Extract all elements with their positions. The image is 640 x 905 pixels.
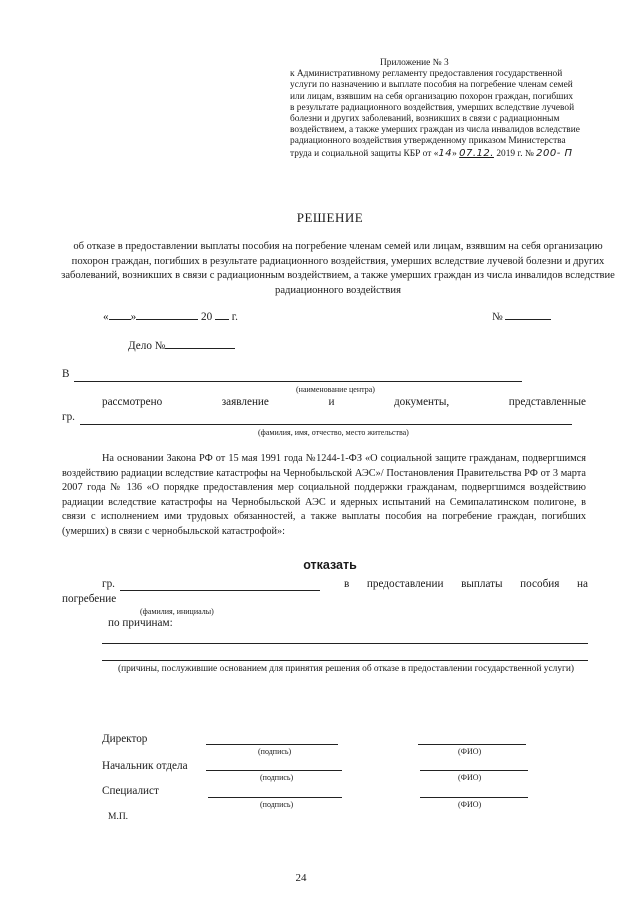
appendix-line: болезни и других заболеваний, возникших в связи с радиационным: [290, 114, 560, 125]
fio-line: [420, 770, 528, 771]
signature-caption: (подпись): [260, 800, 294, 809]
fio-caption: (ФИО): [458, 800, 482, 809]
order-month: 07.12.: [459, 147, 494, 159]
decision-number: №: [492, 311, 551, 323]
document-subtitle: об отказе в предоставлении выплаты пособия на погребение членам семей или лицам, взявшим на себя организацию похорон граждан, погибших в результате радиационного воздействия, умерших вследствие лучевой болезни и других заболеваний, возникших в связи с радиационным воздействием, а также умерших граждан из числа инвалидов вследствие радиационного воздействия: [61, 241, 615, 296]
order-number: 200- П: [536, 147, 573, 159]
refuse-citizen-prefix: гр.: [102, 578, 115, 590]
appendix-quote-close: »: [452, 148, 457, 159]
citizen-prefix: гр.: [62, 411, 75, 423]
appendix-line: воздействием, а также умерших граждан из числа инвалидов вследствие: [290, 125, 580, 136]
fio-line: [418, 744, 526, 745]
reasons-caption: (причины, послужившие основанием для принятия решения об отказе в предоставлении государственной услуги): [117, 664, 575, 674]
appendix-line: радиационного воздействия утвержденному приказом Министерства: [290, 136, 566, 147]
fio-line: [420, 797, 528, 798]
stamp-place: М.П.: [108, 812, 129, 822]
appendix-line: к Административному регламенту предоставления государственной: [290, 69, 563, 80]
role-director: Директор: [102, 733, 148, 745]
citizen-line: [80, 424, 572, 425]
refuse-name-line: [120, 590, 320, 591]
basis-paragraph: На основании Закона РФ от 15 мая 1991 года №1244-1-ФЗ «О социальной защите гражданам, подвергшимся воздействию радиации вследствие катастрофы на Чернобыльской АЭС»/ Постановления Правительства РФ от 3 марта 2007 года № 136 «О порядке предоставления мер социальной поддержки гражданам, подвергшимся воздействию радиации вследствие катастрофы на Чернобыльской АЭС и ядерных испытаний на Семипалатинском полигоне, в связи с исполнением ими трудовых обязанностей, а также выплаты пособия на погребение граждан, погибших (умерших) в связи с чернобыльской катастрофой»:: [62, 453, 586, 537]
signature-line: [208, 797, 342, 798]
citizen-caption: (фамилия, имя, отчество, место жительства): [258, 428, 409, 437]
name-caption: (фамилия, инициалы): [140, 607, 214, 616]
burial-word: погребение: [62, 593, 117, 605]
appendix-line: или лицам, взявшим на себя организацию похорон граждан, погибших: [290, 91, 574, 102]
date-suffix: г.: [231, 311, 238, 323]
signature-caption: (подпись): [258, 747, 292, 756]
appendix-last-line: [290, 148, 610, 160]
role-specialist: Специалист: [102, 785, 159, 797]
date-year: 20: [200, 311, 213, 323]
appendix-block: [290, 58, 610, 160]
role-department-head: Начальник отдела: [102, 760, 188, 772]
signature-line: [206, 770, 342, 771]
document-title: РЕШЕНИЕ: [296, 210, 364, 225]
fio-caption: (ФИО): [458, 773, 482, 782]
case-number: Дело №: [128, 340, 235, 352]
in-label: В: [62, 368, 70, 380]
fio-caption: (ФИО): [458, 747, 482, 756]
refuse-tail: в предоставлении выплаты пособия на: [344, 578, 588, 590]
reasons-line: [102, 643, 588, 644]
reasons-line: [102, 660, 588, 661]
appendix-title: Приложение № 3: [380, 58, 449, 68]
appendix-year: 2019 г. №: [496, 148, 534, 159]
order-day: 14: [438, 147, 453, 159]
center-name-line: [74, 381, 522, 382]
refuse-heading: отказать: [303, 558, 357, 572]
signature-line: [206, 744, 338, 745]
date-field: « » 20 г.: [103, 311, 238, 323]
page-number: 24: [295, 872, 307, 884]
appendix-last-prefix: труда и социальной защиты КБР от «: [290, 148, 439, 159]
reasons-label: по причинам:: [108, 617, 173, 629]
center-caption: (наименование центра): [296, 385, 375, 394]
appendix-line: в результате радиационного воздействия, умерших вследствие лучевой: [290, 102, 575, 113]
appendix-line: услуги по назначению и выплате пособия на погребение членам семей: [290, 80, 573, 91]
considered-row: рассмотрено заявление и документы, представленные: [102, 396, 586, 408]
signature-caption: (подпись): [260, 773, 294, 782]
